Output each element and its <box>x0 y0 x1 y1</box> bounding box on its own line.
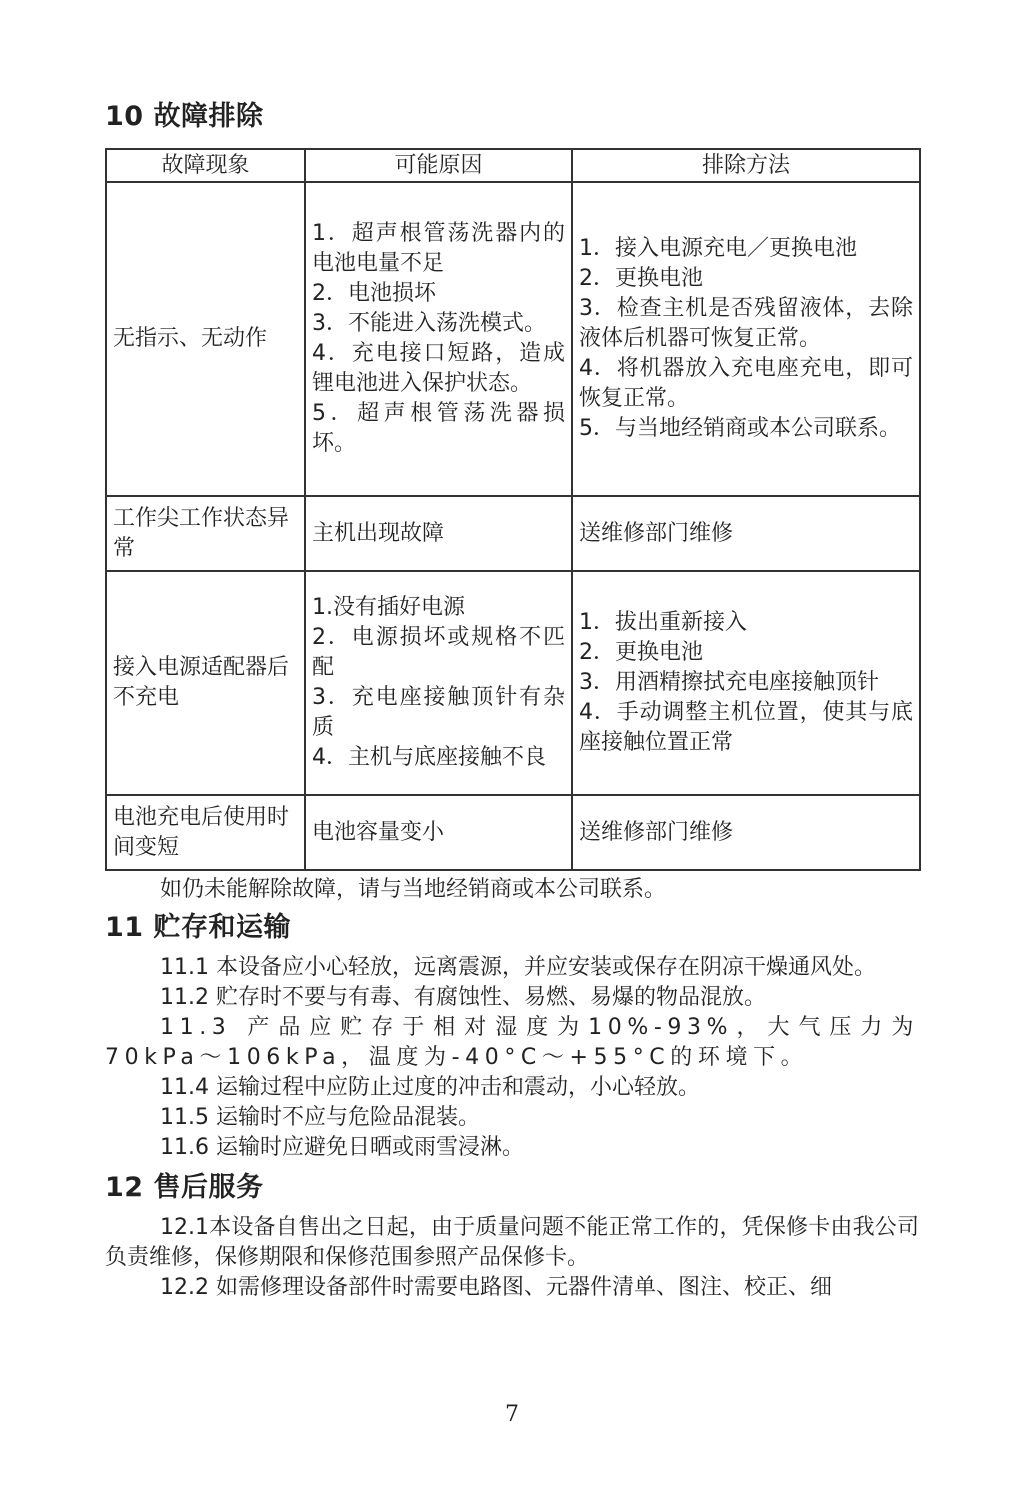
cause-line: 电池容量变小 <box>312 819 445 845</box>
remedy-line: 5．与当地经销商或本公司联系。 <box>579 416 901 441</box>
troubleshooting-note: 如仍未能解除故障，请与当地经销商或本公司联系。 <box>160 877 667 902</box>
symptom-cell: 接入电源适配器后不充电 <box>106 571 305 795</box>
header-symptom: 故障现象 <box>106 149 305 182</box>
table-row <box>106 571 920 795</box>
cause-line: 4．主机与底座接触不良 <box>312 745 546 770</box>
header-remedy: 排除方法 <box>572 149 920 182</box>
cause-cell <box>305 571 572 795</box>
cause-line: 1.没有插好电源 <box>312 595 465 620</box>
troubleshooting-table <box>105 148 921 871</box>
cause-line: 1．超声根管荡洗器内的电池电量不足 <box>312 221 565 276</box>
section-12-title: 12 售后服务 <box>105 1172 264 1203</box>
storage-item: 11.5 运输时不应与危险品混装。 <box>160 1105 480 1130</box>
page-content <box>105 98 919 1303</box>
storage-item: 11.4 运输过程中应防止过度的冲击和震动，小心轻放。 <box>160 1075 700 1100</box>
remedy-cell <box>572 182 920 496</box>
table-row <box>106 182 920 496</box>
storage-item: 11.2 贮存时不要与有毒、有腐蚀性、易燃、易爆的物品混放。 <box>160 985 766 1010</box>
cause-cell <box>305 496 572 571</box>
symptom-cell: 电池充电后使用时间变短 <box>106 795 305 870</box>
remedy-cell <box>572 795 920 870</box>
table-header-row <box>106 149 920 182</box>
table-row <box>106 496 920 571</box>
cause-line: 3．充电座接触顶针有杂质 <box>312 685 565 740</box>
cause-cell <box>305 182 572 496</box>
remedy-line: 3．用酒精擦拭充电座接触顶针 <box>579 670 879 695</box>
remedy-line: 4．将机器放入充电座充电，即可恢复正常。 <box>579 356 913 411</box>
symptom-cell: 工作尖工作状态异常 <box>106 496 305 571</box>
cause-line: 主机出现故障 <box>312 520 445 546</box>
cause-line: 5．超声根管荡洗器损坏。 <box>312 401 565 456</box>
section-10-title: 10 故障排除 <box>105 101 264 132</box>
remedy-cell <box>572 571 920 795</box>
storage-item: 11.6 运输时应避免日晒或雨雪浸淋。 <box>160 1135 524 1160</box>
remedy-line: 2．更换电池 <box>579 266 703 291</box>
page-number: 7 <box>505 1402 519 1427</box>
storage-item: 11.1 本设备应小心轻放，远离震源，并应安装或保存在阴凉干燥通风处。 <box>160 955 876 980</box>
remedy-line: 1．拔出重新接入 <box>579 610 747 635</box>
table-row <box>106 795 920 870</box>
service-item: 12.2 如需修理设备部件时需要电路图、元器件清单、图注、校正、细 <box>160 1275 832 1300</box>
remedy-line: 送维修部门维修 <box>579 520 734 546</box>
cause-line: 4．充电接口短路，造成锂电池进入保护状态。 <box>312 341 565 396</box>
cause-line: 3．不能进入荡洗模式。 <box>312 311 546 336</box>
section-11-title: 11 贮存和运输 <box>105 912 291 943</box>
cause-cell <box>305 795 572 870</box>
symptom-cell: 无指示、无动作 <box>106 182 305 496</box>
remedy-line: 1．接入电源充电／更换电池 <box>579 236 857 261</box>
cause-line: 2．电源损坏或规格不匹配 <box>312 625 565 680</box>
remedy-line: 送维修部门维修 <box>579 819 734 845</box>
cause-line: 2．电池损坏 <box>312 281 436 306</box>
remedy-line: 4．手动调整主机位置，使其与底座接触位置正常 <box>579 700 913 755</box>
storage-item: 11.3 产品应贮存于相对湿度为10%-93%，大气压力为70kPa～106kPa，温度为-40°C～+55°C的环境下。 <box>105 1015 919 1070</box>
remedy-line: 3．检查主机是否残留液体，去除液体后机器可恢复正常。 <box>579 296 913 351</box>
service-item: 12.1本设备自售出之日起，由于质量问题不能正常工作的，凭保修卡由我公司负责维修，保修期限和保修范围参照产品保修卡。 <box>105 1215 919 1270</box>
remedy-line: 2．更换电池 <box>579 640 703 665</box>
remedy-cell <box>572 496 920 571</box>
header-cause: 可能原因 <box>305 149 572 182</box>
